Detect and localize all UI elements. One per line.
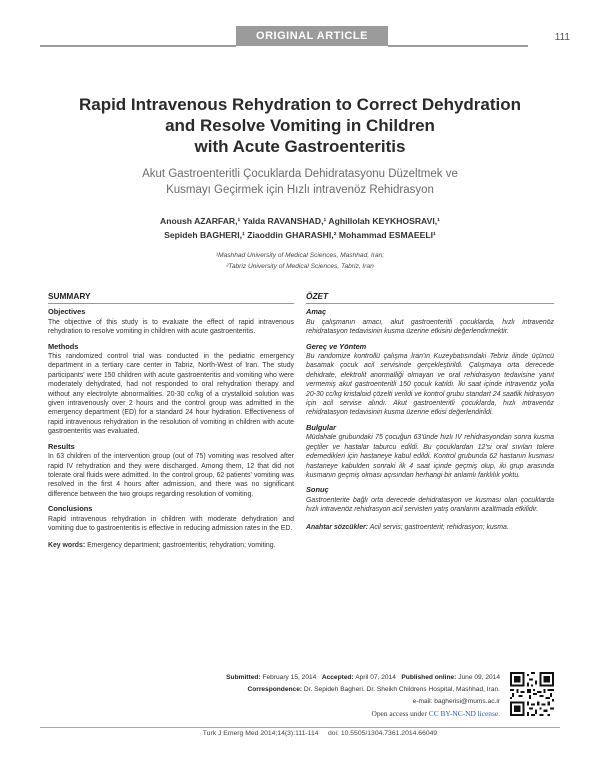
authors-line-1: Anoush AZARFAR,¹ Yalda RAVANSHAD,¹ Aghillolah KEYKHOSRAVI,¹	[160, 216, 440, 226]
author-list	[40, 214, 560, 242]
email-label: e-mail:	[412, 698, 433, 705]
published-date: June 09, 2014	[458, 674, 500, 681]
email-line	[130, 696, 500, 708]
article-type-banner: ORIGINAL ARTICLE	[236, 26, 388, 46]
journal-reference	[170, 730, 470, 737]
page-number: 111	[554, 32, 570, 43]
methods-heading: Methods	[48, 341, 79, 351]
amac-text: Bu çalışmanın amacı, akut gastroenteritli çocuklarda, hızlı intravenöz rehidratasyon tedavisinin kusma üzerine etkisini değerlendirmektir.	[306, 318, 554, 336]
submitted-label: Submitted:	[226, 674, 261, 681]
turkish-title-line-1: Akut Gastroenteritli Çocuklarda Dehidratasyonu Düzeltmek ve	[142, 168, 458, 180]
accepted-date: April 07, 2014	[355, 674, 396, 681]
authors-line-2: Sepideh BAGHERI,¹ Ziaoddin GHARASHI,² Mohammad ESMAEELI¹	[164, 230, 436, 240]
doi[interactable]: doi: 10.5505/1304.7361.2014.66049	[327, 730, 438, 737]
article-title	[40, 94, 560, 157]
license-link[interactable]: CC BY-NC-ND license.	[428, 709, 500, 718]
footer-divider	[40, 727, 560, 728]
keywords-text: Emergency department; gastroenteritis; rehydration; vomiting.	[87, 542, 276, 550]
title-line-2: and Resolve Vomiting in Children	[165, 116, 435, 135]
anahtar-sozcukler	[306, 523, 554, 532]
banner-rule-left	[40, 45, 236, 47]
affiliations	[40, 250, 560, 272]
qr-code-icon	[510, 672, 554, 716]
email-address[interactable]: bagherisi@mums.ac.ir	[434, 698, 500, 705]
amac-heading: Amaç	[306, 307, 327, 317]
objectives-heading: Objectives	[48, 307, 86, 317]
ozet-divider	[306, 303, 554, 304]
article-info	[130, 672, 500, 720]
conclusions-heading: Conclusions	[48, 504, 93, 514]
keywords-label: Key words:	[48, 542, 86, 550]
title-line-1: Rapid Intravenous Rehydration to Correct Dehydration	[78, 95, 522, 114]
results-text: In 63 children of the intervention group (out of 75) vomiting was resolved after rapid IV rehydration and they were discharged. Among them, 12 that did not tolerate oral fluids were admitted. In the control group, 62 patients' vomiting was resolved in the first 4 hours after admission, and there was no significant difference between the two groups regarding resolution of vomiting.	[48, 453, 294, 498]
open-access-line	[130, 708, 500, 720]
sonuc-text: Gastroenterite bağlı orta derecede dehidratasyon ve kusması olan çocuklarda hızlı intravenöz rehidrasyon acil servisten yatış oranlarını azaltmada etkilidir.	[306, 496, 554, 514]
affiliation-2: ²Tabriz University of Medical Sciences, Tabriz, Iran	[226, 263, 374, 270]
banner-rule-right	[388, 45, 528, 47]
correspondence-line	[130, 684, 500, 696]
bulgular-text: Müdahale grubundaki 75 çocuğun 63'ünde hızlı IV rehidrasyondan sonra kusma geçtiler ve hastalar taburcu edildi. Bu çocuklardan 12'si oral sıvıları tolere edemedikleri için hastaneye kabul edildi. Kontrol grubunda 62 hastanın kusması hastaneye kabulden sonraki ilk 4 saat içinde geçmiş olup, iki grup arasında kusmanın geçmiş olması açısından herhangi bir anlamlı farklılık yoktu.	[306, 434, 554, 479]
conclusions-text: Rapid intravenous rehydration in children with moderate dehydration and vomiting due to gastroenteritis is effective in reducing admission rates in the ED.	[48, 515, 294, 532]
methods-text: This randomized control trial was conducted in the pediatric emergency department in a tertiary care center in Tabriz, North-West of Iran. The study participants' were 150 children with acute gastroenteritis and vomiting who were moderately dehydrated, had not responded to oral rehydration therapy and without any electrolyte abnormalities. 20-30 cc/kg of a crystalloid solution was given intravenously over 2 hours and the control group was admitted in the emergency department (ED) for a standard 24 hour hydration. Effectiveness of rapid intravenous rehydration in the resolution of vomiting in children with acute gastroenteritis was evaluated.	[48, 353, 294, 436]
affiliation-1: ¹Mashhad University of Medical Sciences, Mashhad, Iran;	[215, 252, 385, 259]
keywords	[48, 541, 294, 550]
turkish-title	[60, 166, 540, 198]
title-line-3: with Acute Gastroenteritis	[194, 137, 406, 156]
open-access-text: Open access under	[371, 709, 427, 718]
anahtar-text: Acil servis; gastroenterit; rehidrasyon; kusma.	[369, 523, 509, 531]
ozet-heading: ÖZET	[306, 291, 329, 301]
sonuc-heading: Sonuç	[306, 485, 329, 495]
anahtar-label: Anahtar sözcükler:	[306, 523, 369, 531]
ozet-column	[306, 292, 554, 532]
accepted-label: Accepted:	[321, 674, 354, 681]
yontem-text: Bu randomize kontrollü çalışma İran'ın Kuzeybatısındaki Tebriz ilinde üçüncü basamak çocuk acil servisinde gerçekleştirildi. Çalışmaya orta derecede dehidrate, elektrolit anormalliği olmayan ve oral rehidrasyon tedavisine yanıt vermemiş akut gastroenteritli 150 çocuk katıldı. İki saat içinde intravenöz yolla 20-30 cc/kg kristaloid çözelti verildi ve kontrol grubu standart 24 saatlik hidrasyon için acil servise alındı. Akut gastroenteritli çocuklarda, hızlı intravenöz rehidratasyon tedavisinin kusma üzerine etkisi değerlendirildi.	[306, 353, 554, 417]
submitted-date: February 15, 2014	[262, 674, 317, 681]
correspondence-text: Dr. Sepideh Bagheri. Dr. Sheikh Childrens Hospital, Mashhad, Iran.	[303, 686, 500, 693]
bulgular-heading: Bulgular	[306, 422, 336, 432]
objectives-text: The objective of this study is to evaluate the effect of rapid intravenous rehydration to resolve vomiting in children with acute gastroenteritis.	[48, 318, 294, 336]
correspondence-label: Correspondence:	[247, 686, 303, 693]
summary-divider	[48, 303, 294, 304]
dates-line	[130, 672, 500, 684]
results-heading: Results	[48, 441, 75, 451]
summary-column	[48, 292, 294, 551]
yontem-heading: Gereç ve Yöntem	[306, 341, 367, 351]
published-label: Published online:	[401, 674, 457, 681]
summary-heading: SUMMARY	[48, 291, 91, 301]
turkish-title-line-2: Kusmayı Geçirmek için Hızlı intravenöz Rehidrasyon	[166, 184, 434, 196]
citation: Turk J Emerg Med 2014;14(3):111-114	[202, 730, 319, 737]
